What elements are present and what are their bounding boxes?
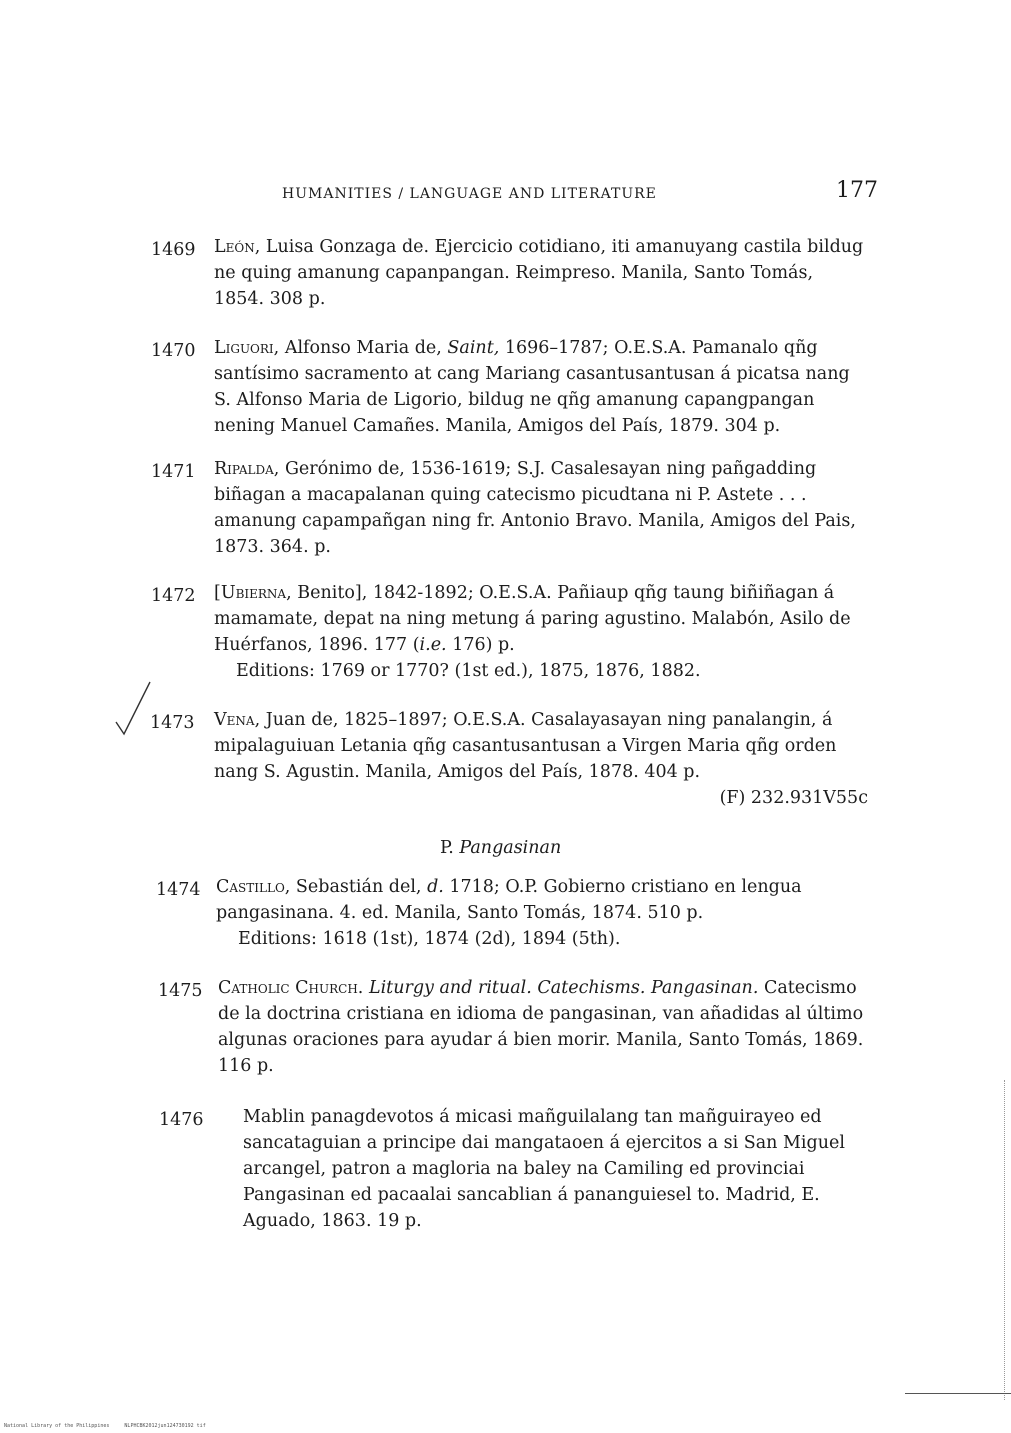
scan-edge-dotted-rule [1004,1080,1005,1400]
entry-bracket: [ [214,583,221,603]
entry-text: Juan de, 1825–1897; O.E.S.A. Casalayasayan ning panalangin, á mipalaguiuan Letania qñg casantusantusan a Virgen Maria qñg orden nang S. Agustin. Manila, Amigos del País, 1878. 404 p. [214,710,837,782]
entry-text: Sebastián del, [290,877,428,897]
entry-editions-note: Editions: 1618 (1st), 1874 (2d), 1894 (5th). [238,929,621,949]
entry-text: 176) p. [446,635,515,655]
running-head: HUMANITIES / LANGUAGE AND LITERATURE [282,186,657,202]
entry-author: Liguori, [214,338,280,358]
footer-file-id: NLPHCBK2012jun124730192 tif [124,1423,206,1429]
footer-library: National Library of the Philippines [4,1423,110,1429]
entry-number: 1469 [151,240,196,260]
section-heading [440,838,561,858]
entry-1469 [214,234,868,312]
entry-italic: i.e. [419,635,447,655]
entry-author: Catholic Church. [218,978,364,998]
entry-number: 1472 [151,586,196,606]
entry-1470 [214,335,868,439]
entry-text: Alfonso Maria de, [279,338,448,358]
entry-number: 1471 [151,462,196,482]
entry-author: León, [214,237,261,257]
scan-footer [4,1423,206,1429]
checkmark-annotation-icon [114,680,154,740]
entry-1475 [218,975,872,1079]
entry-1476 [243,1104,873,1234]
entry-text: Luisa Gonzaga de. Ejercicio cotidiano, iti amanuyang castila bildug ne quing amanung capanpangan. Reimpreso. Manila, Santo Tomás, 1854. 308 p. [214,237,864,309]
entry-italic: d. [427,877,444,897]
entry-text: Catecismo de la doctrina cristiana en idioma de pangasinan, van añadidas al último algunas oraciones para ayudar á bien morir. Manila, Santo Tomás, 1869. 116 p. [218,978,864,1076]
entry-1471 [214,456,868,560]
entry-author: Ripalda, [214,459,280,479]
scan-bottom-rule [905,1393,1011,1394]
entry-number: 1473 [150,713,195,733]
page-number: 177 [836,178,878,203]
entry-text: 1696–1787; O.E.S.A. Pamanalo qñg santísimo sacramento at cang Mariang casantusantusan á picatsa nang S. Alfonso Maria de Ligorio, bildug ne qñg amanung capangpangan nening Manuel Camañes. Manila, Amigos del País, 1879. 304 p. [214,338,850,436]
entry-text: Gerónimo de, 1536-1619; S.J. Casalesayan ning pañgadding biñagan a macapalanan quing catecismo picudtana ni P. Astete . . . amanung capampañgan ning fr. Antonio Bravo. Manila, Amigos del Pais, 1873. 364. p. [214,459,856,557]
entry-number: 1475 [158,981,203,1001]
entry-number: 1476 [159,1110,204,1130]
entry-1474 [216,874,870,952]
section-title: Pangasinan [459,838,562,858]
entry-number: 1470 [151,341,196,361]
entry-author: Castillo, [216,877,291,897]
section-label: P. [440,838,454,858]
entry-text: Mablin panagdevotos á micasi mañguilalang tan mañguirayeo ed sancataguian a principe dai mangataoen á ejercitos a si San Miguel arcangel, patron a magloria na baley na Camiling ed provinciai Pangasinan ed pacaalai sancablian á pananguiesel to. Madrid, E. Aguado, 1863. 19 p. [243,1107,845,1231]
entry-editions-note: Editions: 1769 or 1770? (1st ed.), 1875, 1876, 1882. [236,661,701,681]
entry-author: Vena, [214,710,261,730]
entry-text: 1718; O.P. Gobierno cristiano en lengua pangasinana. 4. ed. Manila, Santo Tomás, 1874. 510 p. [216,877,802,923]
entry-number: 1474 [156,880,201,900]
entry-author: Ubierna, [220,583,292,603]
entry-1472 [214,580,868,684]
entry-text: Benito], 1842-1892; O.E.S.A. Pañiaup qñg taung biñiñagan á mamamate, depat na ning metung á paring agustino. Malabón, Asilo de Huérfanos, 1896. 177 ( [214,583,851,655]
call-number: (F) 232.931V55c [719,788,868,808]
entry-italic: Liturgy and ritual. Catechisms. Pangasinan. [368,978,759,998]
entry-1473 [214,707,868,811]
entry-italic: Saint, [447,338,500,358]
